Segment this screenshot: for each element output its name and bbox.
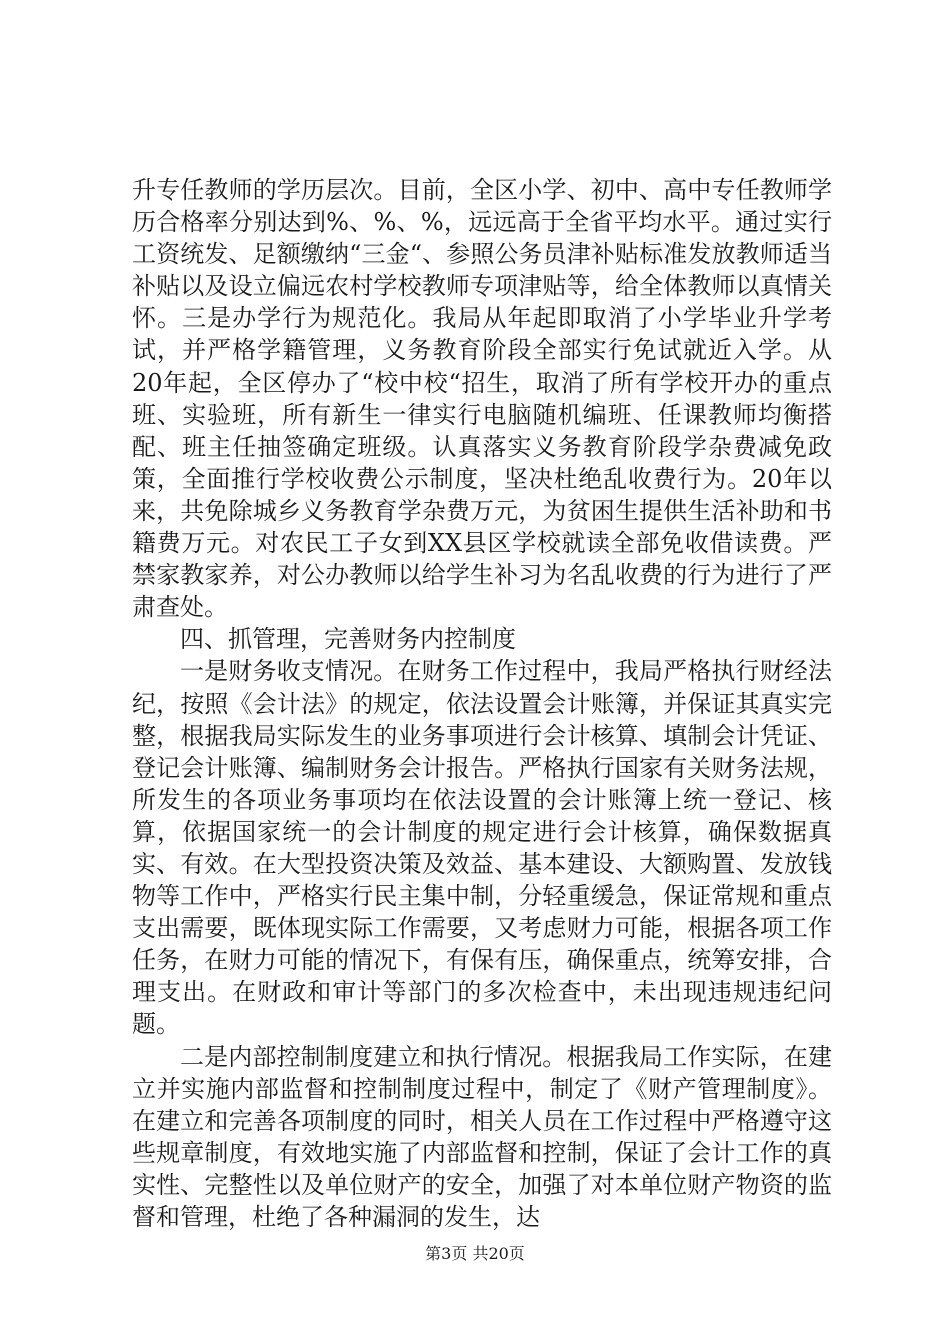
section-heading: 四、抓管理，完善财务内控制度 [180, 625, 516, 654]
paragraph-continued: 升专任教师的学历层次。目前，全区小学、初中、高中专任教师学历合格率分别达到%、%、%，远远高于全省平均水平。通过实行工资统发、足额缴纳“三金“、参照公务员津补贴标准发放教师适当补贴以及设立偏远农村学校教师专项津贴等，给全体教师以真情关怀。三是办学行为规范化。我局从年起即取消了小学毕业升学考试，并严格学籍管理，义务教育阶段全部实行免试就近入学。从20年起，全区停办了“校中校“招生，取消了所有学校开办的重点班、实验班，所有新生一律实行电脑随机编班、任课教师均衡搭配、班主任抽签确定班级。认真落实义务教育阶段学杂费减免政策，全面推行学校收费公示制度，坚决杜绝乱收费行为。20年以来，共免除城乡义务教育学杂费万元，为贫困生提供生活补助和书籍费万元。对农民工子女到XX县区学校就读全部免收借读费。严禁家教家养，对公办教师以给学生补习为名乱收费的行为进行了严肃查处。 [132, 176, 832, 622]
paragraph-finance-income: 一是财务收支情况。在财务工作过程中，我局严格执行财经法纪，按照《会计法》的规定，依法设置会计账簿，并保证其真实完整，根据我局实际发生的业务事项进行会计核算、填制会计凭证、登记会计账簿、编制财务会计报告。严格执行国家有关财务法规，所发生的各项业务事项均在依法设置的会计账簿上统一登记、核算，依据国家统一的会计制度的规定进行会计核算，确保数据真实、有效。在大型投资决策及效益、基本建设、大额购置、发放钱物等工作中，严格实行民主集中制，分轻重缓急，保证常规和重点支出需要，既体现实际工作需要，又考虑财力可能，根据各项工作任务，在财力可能的情况下，有保有压，确保重点，统筹安排，合理支出。在财政和审计等部门的多次检查中，未出现违规违纪问题。 [132, 657, 832, 1039]
document-body [132, 174, 832, 1233]
page-footer: 第3页 共20页 [425, 1244, 525, 1263]
paragraph-internal-control: 二是内部控制制度建立和执行情况。根据我局工作实际，在建立并实施内部监督和控制制度过程中，制定了《财产管理制度》。在建立和完善各项制度的同时，相关人员在工作过程中严格遵守这些规章制度，有效地实施了内部监督和控制，保证了会计工作的真实性、完整性以及单位财产的安全，加强了对本单位财产物资的监督和管理，杜绝了各种漏洞的发生，达 [132, 1042, 832, 1231]
